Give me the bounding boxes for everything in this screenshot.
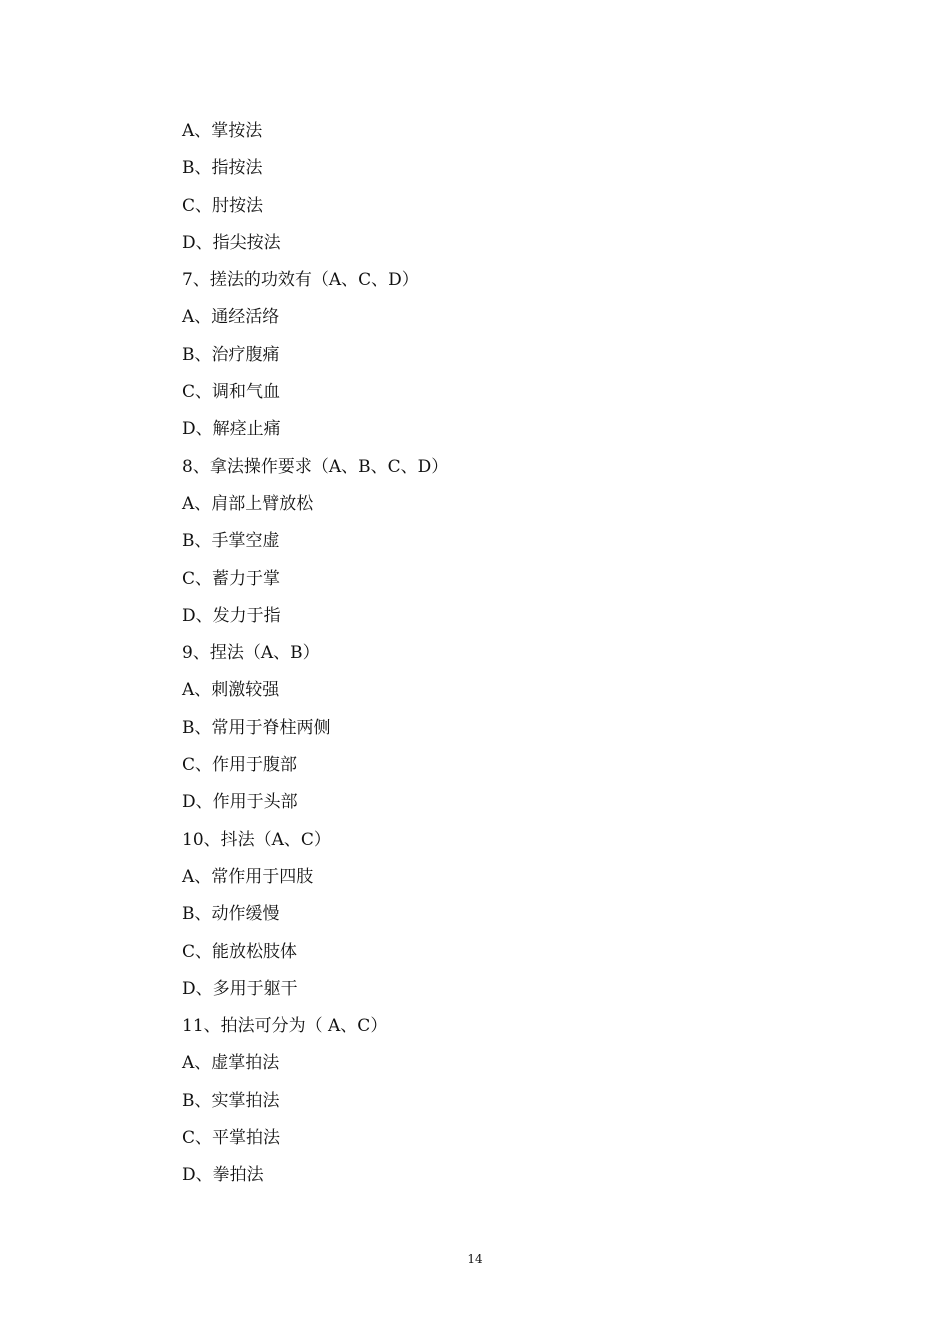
option-line: C、作用于腹部 xyxy=(182,755,298,776)
question-list xyxy=(182,113,802,1195)
option-line: D、作用于头部 xyxy=(182,792,298,813)
option-line: A、肩部上臂放松 xyxy=(182,493,314,514)
option-line: C、平掌拍法 xyxy=(182,1128,281,1149)
option-line: A、常作用于四肢 xyxy=(182,866,314,887)
option-line: D、拳拍法 xyxy=(182,1165,264,1186)
question-line: 9、捏法（A、B） xyxy=(182,643,320,664)
option-line: B、动作缓慢 xyxy=(182,904,280,925)
option-line: D、发力于指 xyxy=(182,605,281,626)
option-line: B、实掌拍法 xyxy=(182,1090,280,1111)
option-line: B、常用于脊柱两侧 xyxy=(182,717,331,738)
option-line: D、解痉止痛 xyxy=(182,419,281,440)
option-line: B、指按法 xyxy=(182,158,263,179)
option-line: A、通经活络 xyxy=(182,307,280,328)
option-line: B、手掌空虚 xyxy=(182,531,280,552)
question-line: 11、拍法可分为（ A、C） xyxy=(182,1016,388,1037)
option-line: A、刺激较强 xyxy=(182,680,280,701)
question-line: 7、搓法的功效有（A、C、D） xyxy=(182,270,419,291)
question-line: 10、抖法（A、C） xyxy=(182,829,331,850)
option-line: C、能放松肢体 xyxy=(182,941,298,962)
question-line: 8、拿法操作要求（A、B、C、D） xyxy=(182,456,449,477)
option-line: A、掌按法 xyxy=(182,121,263,141)
option-line: A、虚掌拍法 xyxy=(182,1053,280,1074)
option-line: C、调和气血 xyxy=(182,382,281,403)
option-line: B、治疗腹痛 xyxy=(182,344,280,365)
option-line: C、肘按法 xyxy=(182,195,264,216)
option-line: C、蓄力于掌 xyxy=(182,568,281,589)
option-line: D、多用于躯干 xyxy=(182,978,298,999)
option-line: D、指尖按法 xyxy=(182,232,281,253)
page-number: 14 xyxy=(467,1252,483,1266)
